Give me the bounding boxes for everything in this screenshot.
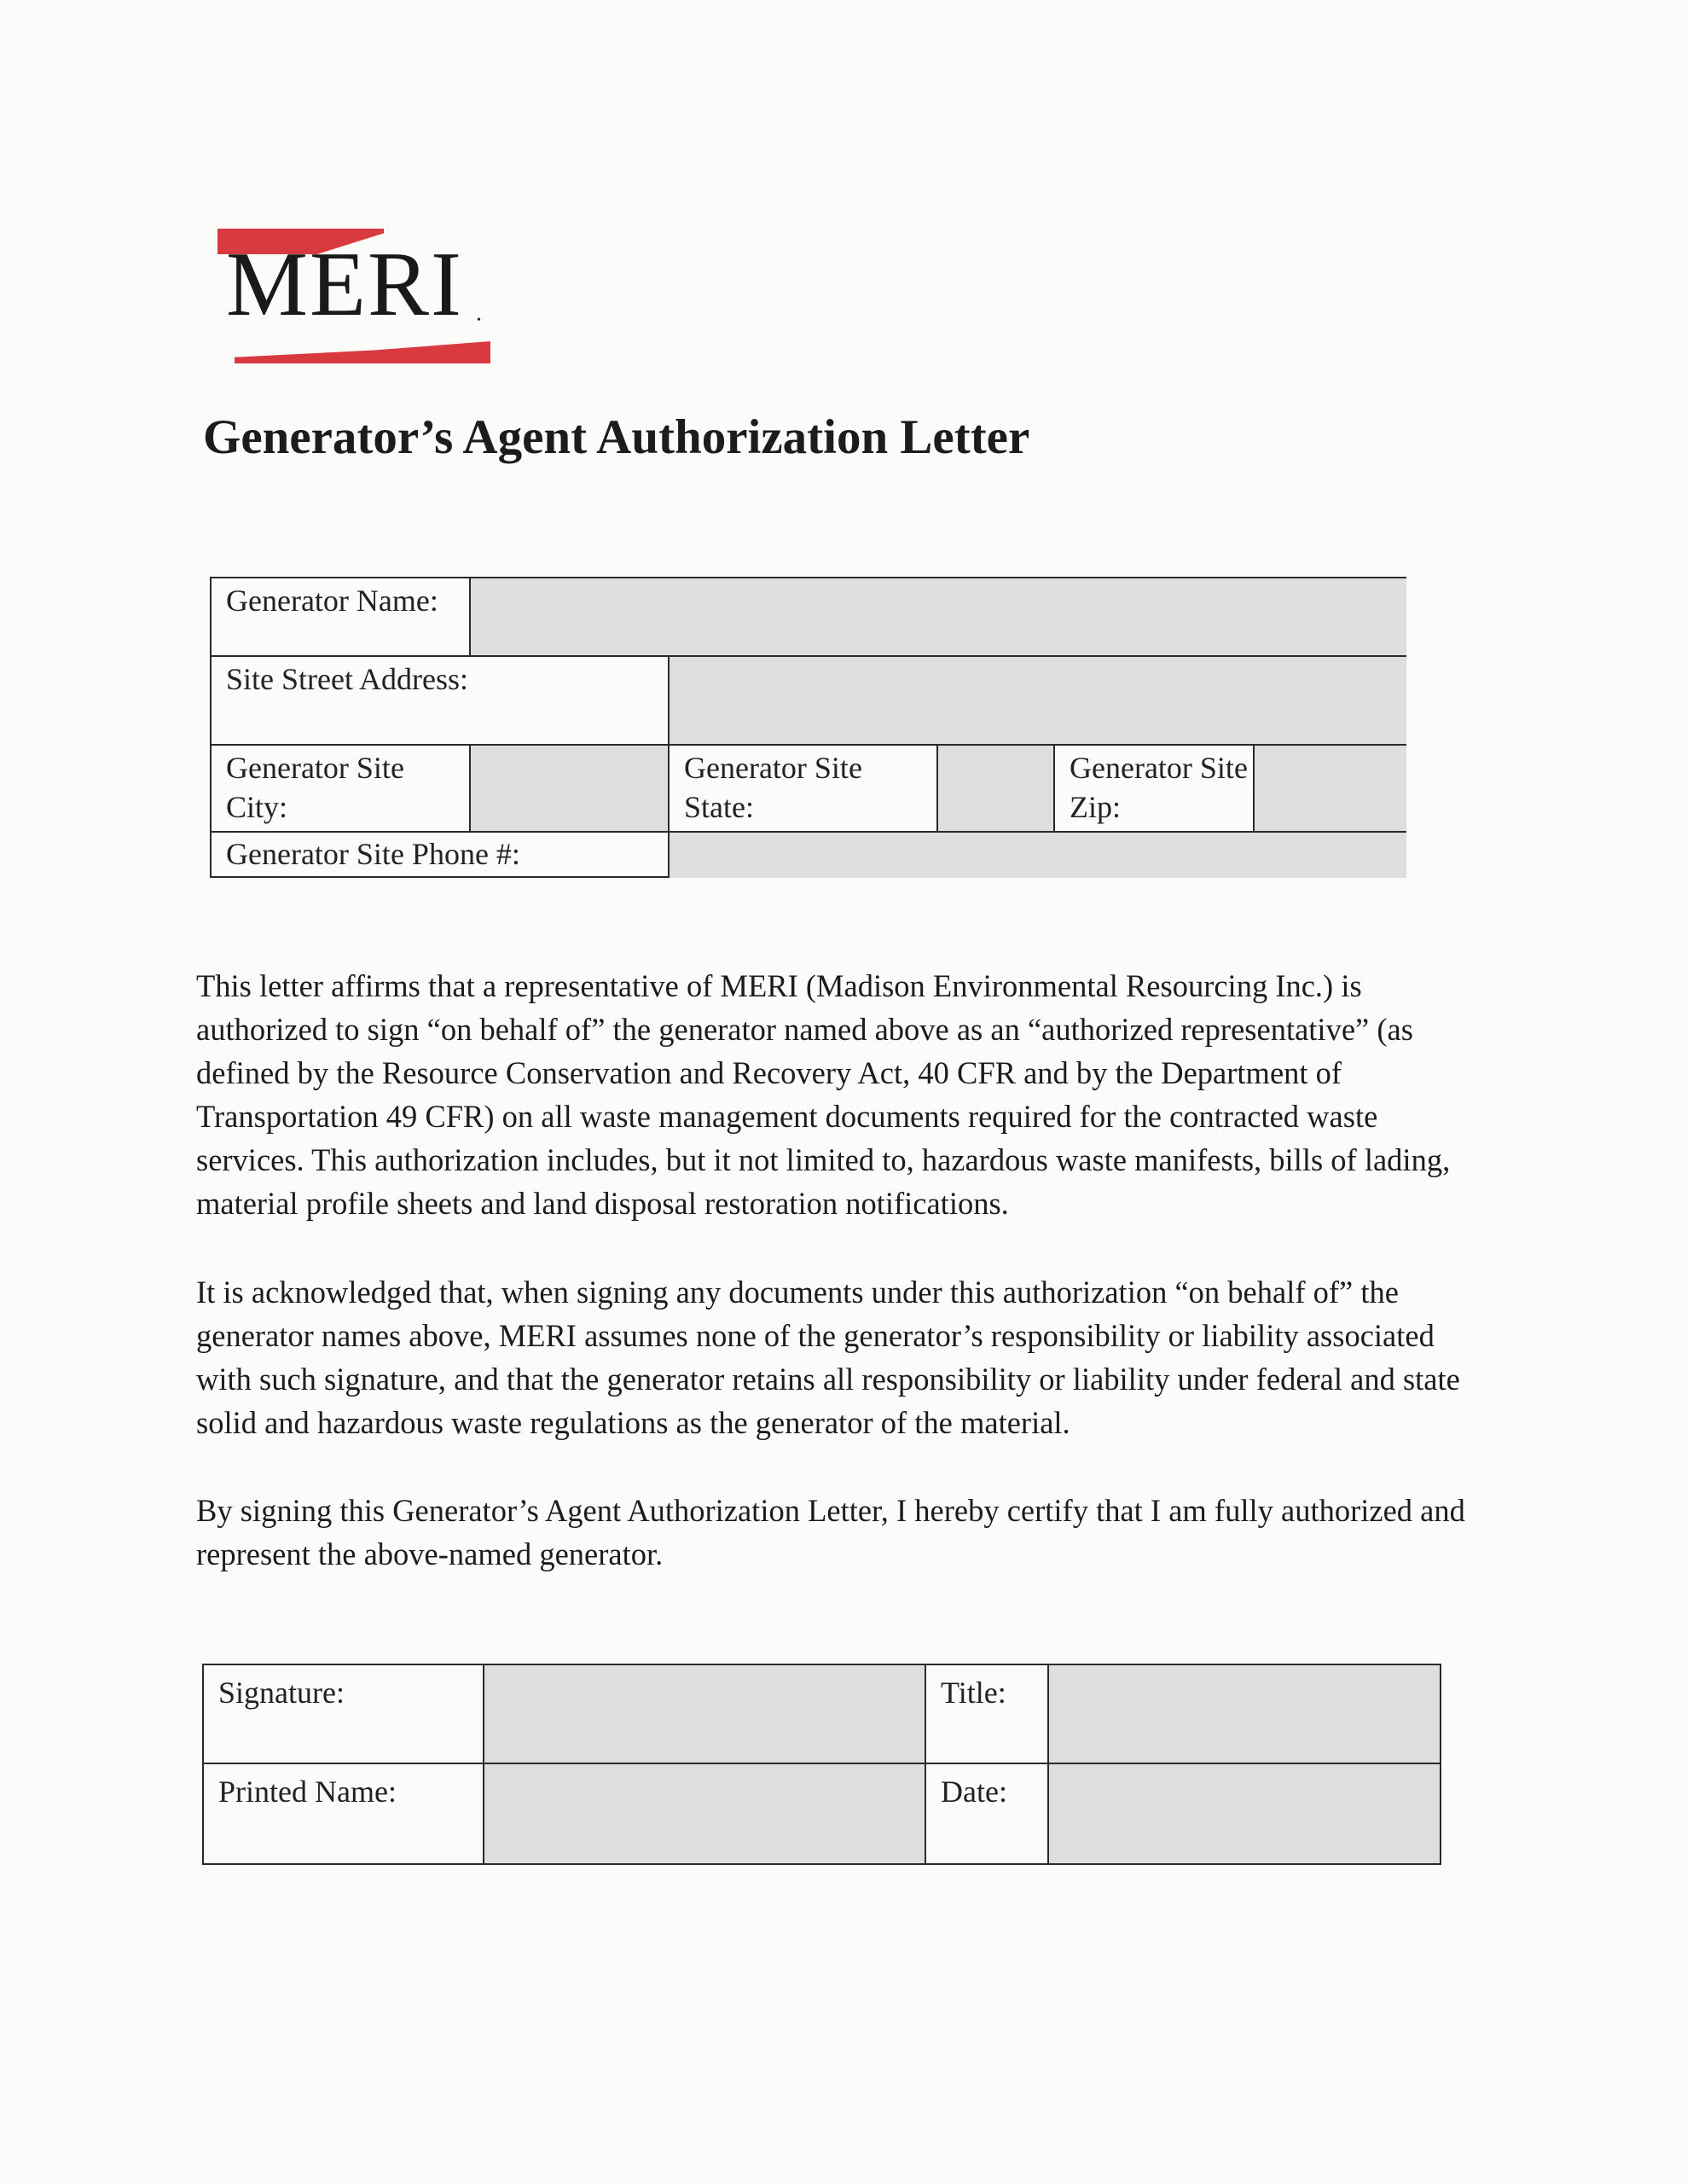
generator-site-phone-label: Generator Site Phone #: bbox=[212, 833, 670, 878]
generator-site-city-field[interactable] bbox=[471, 746, 670, 833]
site-street-address-label: Site Street Address: bbox=[212, 657, 670, 746]
signature-label: Signature: bbox=[204, 1665, 484, 1764]
date-label: Date: bbox=[926, 1764, 1049, 1865]
generator-site-state-label: Generator Site State: bbox=[670, 746, 938, 833]
title-field[interactable] bbox=[1049, 1665, 1441, 1764]
affirmation-paragraph: This letter affirms that a representative of MERI (Madison Environmental Resourcing Inc.) is authorized to sign “on behalf of” the generator named above as an “authorized representative” (as defined by the Resource Conservation and Recovery Act, 40 CFR and by the Department of Transportation 49 CFR) on all waste management documents required for the contracted waste services. This authorization includes, but it not limited to, hazardous waste manifests, bills of lading, material profile sheets and land disposal restoration notifications. bbox=[196, 968, 1451, 1221]
site-street-address-field[interactable] bbox=[670, 657, 1406, 746]
logo-text: MERI bbox=[226, 234, 463, 335]
acknowledgement-paragraph: It is acknowledged that, when signing any documents under this authorization “on behalf of” the generator names above, MERI assumes none of the generator’s responsibility or liability associated with such signature, and that the generator retains all responsibility or liability under federal and state solid and hazardous waste regulations as the generator of the material. bbox=[196, 1275, 1460, 1440]
logo-red-bar-bottom bbox=[235, 341, 490, 363]
title-label: Title: bbox=[926, 1665, 1049, 1764]
generator-name-field[interactable] bbox=[471, 578, 1406, 657]
generator-site-city-label: Generator Site City: bbox=[212, 746, 471, 833]
certification-paragraph: By signing this Generator’s Agent Authorization Letter, I hereby certify that I am fully authorized and represent the above-named generator. bbox=[196, 1493, 1465, 1571]
printed-name-field[interactable] bbox=[484, 1764, 926, 1865]
generator-info-form bbox=[210, 577, 1406, 878]
signature-field[interactable] bbox=[484, 1665, 926, 1764]
meri-logo bbox=[217, 229, 492, 363]
generator-site-zip-field[interactable] bbox=[1255, 746, 1406, 833]
document-title: Generator’s Agent Authorization Letter bbox=[203, 410, 1030, 464]
generator-site-phone-field[interactable] bbox=[670, 833, 1406, 878]
date-field[interactable] bbox=[1049, 1764, 1441, 1865]
logo-registered-mark: • bbox=[477, 314, 481, 327]
signature-form bbox=[202, 1664, 1441, 1865]
generator-site-state-field[interactable] bbox=[938, 746, 1055, 833]
generator-name-label: Generator Name: bbox=[212, 578, 471, 657]
generator-site-zip-label: Generator Site Zip: bbox=[1055, 746, 1255, 833]
printed-name-label: Printed Name: bbox=[204, 1764, 484, 1865]
